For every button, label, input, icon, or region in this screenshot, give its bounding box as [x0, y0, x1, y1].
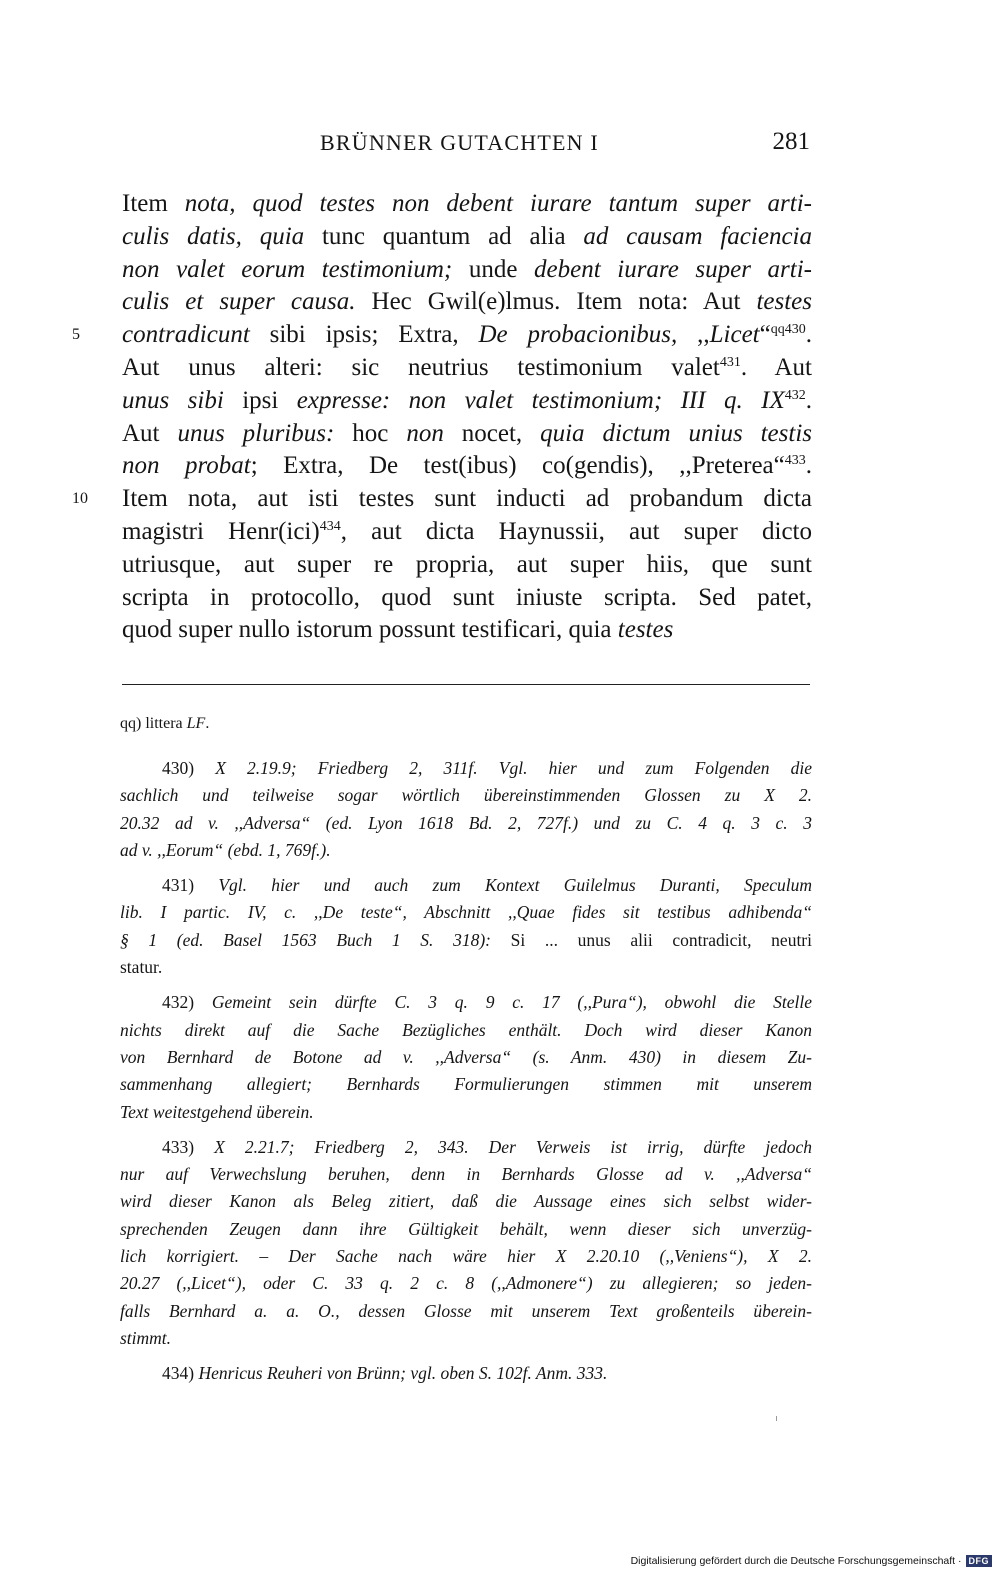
footnote-line: [120, 1216, 812, 1243]
roman-text: magistri Henr(ici): [122, 517, 320, 545]
italic-text: X 2.19.9; Friedberg 2, 311f. Vgl. hier und zum Folgenden die: [215, 758, 813, 778]
footnote-ref: 433: [784, 453, 806, 469]
text-line: [122, 286, 812, 319]
dfg-credit: [631, 1555, 992, 1567]
footnote-line: [120, 837, 812, 864]
footnote-line: [120, 1270, 812, 1297]
roman-text: . Aut: [740, 353, 812, 381]
italic-text: De probacionibus,: [478, 321, 678, 349]
line-text: [122, 483, 812, 516]
roman-text: Hec Gwil(e)lmus. Item nota: Aut: [355, 288, 757, 316]
roman-text: Item nota, aut isti testes sunt inducti ad probandum dicta: [122, 485, 812, 513]
roman-text: 434): [162, 1363, 199, 1384]
roman-text: “: [759, 321, 771, 349]
italic-text: wird dieser Kanon als Beleg zitiert, daß die Aussage eines sich selbst wider-: [120, 1191, 812, 1212]
text-line: [122, 516, 812, 549]
footnote-line: [120, 927, 812, 954]
roman-text: ipsi: [223, 386, 297, 414]
roman-text: tunc quantum ad alia: [304, 222, 584, 250]
line-text: [122, 188, 812, 221]
italic-text: culis datis, quia: [122, 222, 305, 250]
footnote-line: [120, 899, 812, 926]
italic-text: ad v. ,,Eorum“ (ebd. 1, 769f.).: [120, 839, 331, 860]
text-line: [122, 614, 812, 647]
roman-text: 433): [162, 1136, 215, 1157]
italic-text: falls Bernhard a. a. O., dessen Glosse mit unserem Text großenteils überein-: [120, 1300, 812, 1321]
footnote: [120, 1134, 812, 1352]
italic-text: lib. I partic. IV, c. ,,De teste“, Abschnitt ,,Quae fides sit testibus adhibenda“: [120, 902, 812, 923]
line-text: [122, 549, 812, 582]
italic-text: Vgl. hier und auch zum Kontext Guilelmus Duranti, Speculum: [218, 875, 812, 896]
text-line: [122, 254, 812, 287]
italic-text: contradicunt: [122, 321, 250, 349]
footnote-line: [120, 989, 812, 1016]
line-text: [122, 516, 812, 549]
footnote-line: [120, 1134, 812, 1161]
roman-text: 430): [162, 758, 216, 778]
italic-text: von Bernhard de Botone ad v. ,,Adversa“ (s. Anm. 430) in diesem Zu-: [120, 1046, 812, 1067]
italic-text: quia dictum unius testis: [540, 419, 813, 447]
footnote-line: [120, 1071, 812, 1098]
roman-text: unde: [452, 255, 535, 283]
footnote-ref: 431: [719, 354, 741, 370]
italic-text: lich korrigiert. – Der Sache nach wäre hier X 2.20.10 (,,Veniens“), X 2.: [120, 1246, 812, 1267]
roman-text: .: [805, 321, 812, 349]
footnote-line: [120, 1161, 812, 1188]
text-line: [122, 188, 812, 221]
roman-text: Aut unus alteri: sic neutrius testimonium valet: [122, 353, 720, 381]
italic-text: testes: [617, 616, 674, 644]
footnote-ref: qq430: [770, 322, 806, 338]
italic-text: sammenhang allegiert; Bernhards Formulierungen stimmen mit unserem: [120, 1074, 812, 1095]
roman-text: .: [805, 452, 812, 480]
scan-speck: [776, 1416, 777, 1421]
line-number: 10: [72, 490, 88, 508]
line-text: [122, 385, 812, 418]
footnote-line: [120, 1188, 812, 1215]
footnote-line: [120, 1099, 812, 1126]
italic-text: Licet: [709, 321, 760, 349]
italic-text: non probat: [122, 452, 251, 480]
italic-text: 20.27 (,,Licet“), oder C. 33 q. 2 c. 8 (,,Admonere“) zu allegieren; so jeden-: [120, 1273, 812, 1294]
credit-text: Digitalisierung gefördert durch die Deutsche Forschungsgemeinschaft ·: [630, 1555, 962, 1567]
footnote-line: [120, 954, 812, 981]
text-line: [122, 221, 812, 254]
roman-text: quod super nullo istorum possunt testificari, quia: [122, 616, 618, 644]
roman-text: 432): [162, 992, 212, 1013]
line-number: 5: [72, 326, 80, 344]
roman-text: statur.: [120, 957, 163, 978]
footnote-line: [120, 1325, 812, 1352]
italic-text: non: [406, 419, 444, 447]
footnote: [120, 989, 812, 1125]
roman-text: hoc: [334, 419, 407, 447]
text-line: [122, 582, 812, 615]
line-text: [122, 450, 812, 483]
italic-text: ad causam faciencia: [583, 222, 812, 250]
italic-text: unus sibi: [122, 386, 224, 414]
footnote-line: [120, 1017, 812, 1044]
footnote-line: [120, 1044, 812, 1071]
line-text: [122, 254, 812, 287]
roman-text: ; Extra, De test(ibus) co(gendis), ,,Preterea“: [250, 452, 785, 480]
roman-text: qq) littera: [120, 715, 187, 732]
main-text: [72, 188, 813, 647]
italic-text: X 2.21.7; Friedberg 2, 343. Der Verweis ist irrig, dürfte jedoch: [214, 1136, 812, 1157]
italic-text: nichts direkt auf die Sache Bezügliches enthält. Doch wird dieser Kanon: [120, 1019, 812, 1040]
footnote-line: [120, 1298, 812, 1325]
roman-text: .: [805, 386, 812, 414]
italic-text: non valet eorum testimonium;: [122, 255, 453, 283]
italic-text: § 1 (ed. Basel 1563 Buch 1 S. 318):: [120, 929, 491, 950]
text-line: [72, 319, 812, 352]
page-number: 281: [772, 128, 810, 155]
text-line: [122, 418, 812, 451]
footnote-line: [120, 782, 812, 809]
roman-text: .: [205, 715, 210, 732]
footnote-ref: 432: [784, 387, 806, 403]
italic-text: stimmt.: [120, 1327, 172, 1348]
italic-text: 20.32 ad v. ,,Adversa“ (ed. Lyon 1618 Bd. 2, 727f.) und zu C. 4 q. 3 c. 3: [120, 812, 812, 833]
roman-text: nocet,: [443, 419, 541, 447]
text-line: [122, 352, 812, 385]
italic-text: unus pluribus:: [177, 419, 335, 447]
footnote-line: [120, 1243, 812, 1270]
text-line: [122, 549, 812, 582]
footnote: [120, 872, 812, 981]
variant-note: [120, 715, 812, 733]
footnote: [120, 1360, 812, 1387]
italic-text: sprechenden Zeugen dann ihre Gültigkeit behält, wenn dieser sich unverzüg-: [120, 1218, 812, 1239]
line-text: [122, 221, 812, 254]
footnote-line: [120, 872, 812, 899]
page-header: [120, 128, 810, 164]
text-line: [122, 450, 812, 483]
footnote-list: [120, 755, 812, 1388]
roman-text: , aut dicta Haynussii, aut super dicto: [340, 517, 812, 545]
italic-text: expresse: non valet testimonium; III q. IX: [296, 386, 785, 414]
text-line: [122, 385, 812, 418]
italic-text: Gemeint sein dürfte C. 3 q. 9 c. 17 (,,Pura“), obwohl die Stelle: [211, 992, 813, 1013]
italic-text: sachlich und teilweise sogar wörtlich übereinstimmenden Glossen zu X 2.: [120, 785, 812, 806]
dfg-logo: DFG: [966, 1555, 993, 1567]
italic-text: Henricus Reuheri von Brünn; vgl. oben S. 102f. Anm. 333.: [198, 1363, 608, 1384]
italic-text: LF: [186, 715, 206, 732]
roman-text: 431): [162, 875, 219, 896]
roman-text: Aut: [122, 419, 178, 447]
line-text: [122, 418, 812, 451]
footnote-line: [120, 755, 812, 782]
line-text: [122, 614, 812, 647]
running-head: BRÜNNER GUTACHTEN I: [320, 130, 599, 155]
footnote-line: [120, 810, 812, 837]
italic-text: culis et super causa.: [122, 288, 356, 316]
line-text: [122, 319, 812, 352]
footnote-ref: 434: [319, 518, 341, 534]
italic-text: testes: [756, 288, 812, 316]
footnote-line: [120, 1360, 812, 1387]
italic-text: debent iurare super arti-: [534, 255, 812, 283]
roman-text: ,,: [677, 321, 710, 349]
line-text: [122, 582, 812, 615]
footnotes: [120, 715, 812, 1396]
line-text: [122, 286, 812, 319]
line-text: [122, 352, 812, 385]
roman-text: scripta in protocollo, quod sunt iniuste scripta. Sed patet,: [122, 583, 812, 611]
roman-text: Item: [122, 190, 185, 217]
roman-text: sibi ipsis; Extra,: [249, 321, 479, 349]
text-line: [72, 483, 812, 516]
italic-text: Text weitestgehend überein.: [120, 1101, 314, 1122]
footnote: [120, 755, 812, 864]
roman-text: Si ... unus alii contradicit, neutri: [490, 929, 812, 950]
italic-text: nur auf Verwechslung beruhen, denn in Bernhards Glosse ad v. ,,Adversa“: [120, 1164, 812, 1185]
roman-text: utriusque, aut super re propria, aut super hiis, que sunt: [122, 550, 812, 578]
footnote-rule: [122, 684, 810, 685]
italic-text: nota, quod testes non debent iurare tantum super arti-: [184, 190, 812, 217]
